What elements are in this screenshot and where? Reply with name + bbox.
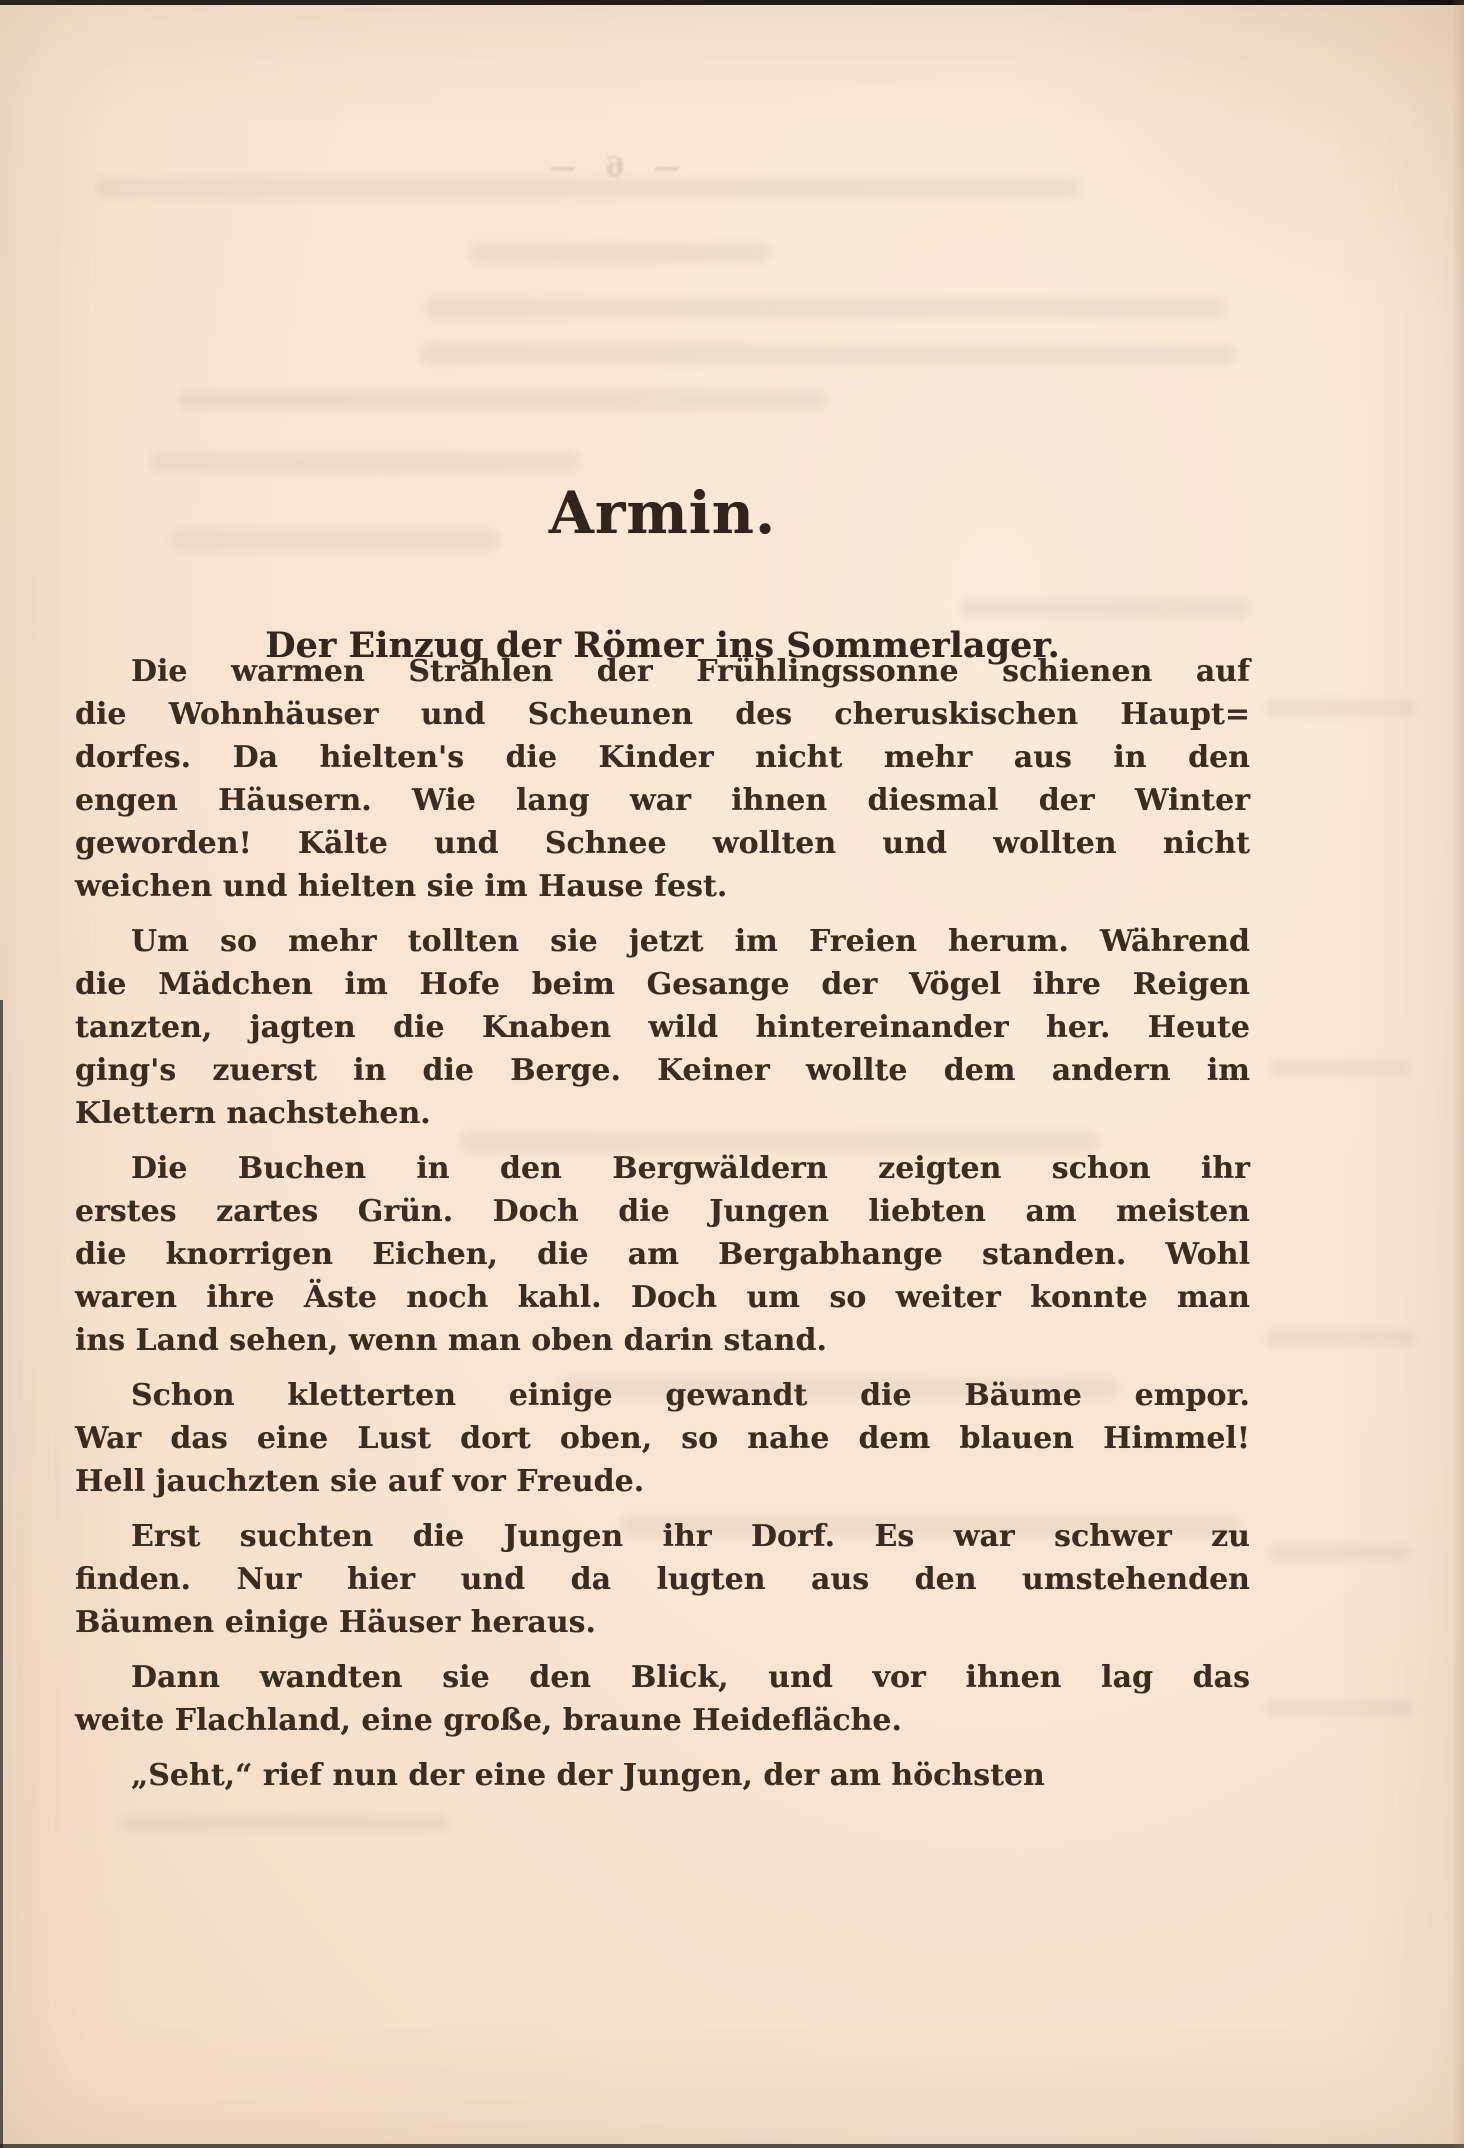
text-line: „Seht,“ rief nun der eine der Jungen, der am höchsten: [131, 1758, 1045, 1793]
bleedthrough-smudge: [425, 298, 1225, 318]
paper-stain: [1004, 0, 1464, 320]
page-number-bleedthrough: — 6 —: [539, 152, 681, 183]
text-line: tanzten, jagten die Knaben wild hintereinander her. Heute: [75, 1010, 1250, 1045]
body-text: [75, 650, 1250, 1809]
scan-edge-top: [0, 0, 1464, 5]
text-line: weichen und hielten sie im Hause fest.: [75, 869, 728, 904]
bleedthrough-smudge: [1265, 1330, 1415, 1346]
text-line: die Mädchen im Hofe beim Gesange der Vögel ihre Reigen: [75, 967, 1250, 1002]
text-line: weite Flachland, eine große, braune Heidefläche.: [75, 1703, 902, 1738]
bleedthrough-smudge: [1270, 1545, 1410, 1561]
text-line: dorfes. Da hielten's die Kinder nicht mehr aus in den: [75, 740, 1250, 775]
bleedthrough-smudge: [960, 598, 1250, 618]
bleedthrough-smudge: [1265, 1700, 1415, 1716]
paragraph: [75, 650, 1250, 908]
scan-edge-bottom: [0, 2144, 1464, 2148]
section-title: Der Einzug der Römer ins Sommerlager.: [265, 625, 1060, 667]
paragraph: [75, 1147, 1250, 1362]
text-line: Die Buchen in den Bergwäldern zeigten schon ihr: [131, 1151, 1250, 1186]
paragraph: [75, 1374, 1250, 1503]
chapter-title: Armin.: [548, 478, 777, 547]
paragraph: [75, 1754, 1250, 1797]
paragraph: [75, 1515, 1250, 1644]
bleedthrough-smudge: [1265, 700, 1415, 716]
text-line: Dann wandten sie den Blick, und vor ihnen lag das: [131, 1660, 1250, 1695]
text-line: ins Land sehen, wenn man oben darin stand.: [75, 1323, 827, 1358]
text-line: Die warmen Strahlen der Frühlingssonne schienen auf: [131, 654, 1250, 689]
text-line: engen Häusern. Wie lang war ihnen diesmal der Winter: [75, 783, 1250, 818]
bleedthrough-smudge: [150, 452, 580, 472]
bleedthrough-smudge: [420, 344, 1235, 364]
text-line: Schon kletterten einige gewandt die Bäume empor.: [131, 1378, 1250, 1413]
paragraph: [75, 1656, 1250, 1742]
text-line: Hell jauchzten sie auf vor Freude.: [75, 1464, 645, 1499]
scan-edge-right: [1452, 0, 1464, 2148]
text-line: geworden! Kälte und Schnee wollten und wollten nicht: [75, 826, 1250, 861]
bleedthrough-smudge: [120, 1815, 450, 1831]
text-line: Bäumen einige Häuser heraus.: [75, 1605, 597, 1640]
paragraph: [75, 920, 1250, 1135]
text-line: War das eine Lust dort oben, so nahe dem blauen Himmel!: [75, 1421, 1250, 1456]
bleedthrough-smudge: [1270, 1060, 1410, 1076]
text-line: Um so mehr tollten sie jetzt im Freien herum. Während: [131, 924, 1250, 959]
text-line: Klettern nachstehen.: [75, 1096, 431, 1131]
bleedthrough-smudge: [470, 243, 770, 263]
text-line: erstes zartes Grün. Doch die Jungen liebten am meisten: [75, 1194, 1250, 1229]
text-line: die knorrigen Eichen, die am Bergabhange standen. Wohl: [75, 1237, 1250, 1272]
text-line: die Wohnhäuser und Scheunen des cheruskischen Haupt=: [75, 697, 1250, 732]
text-line: waren ihre Äste noch kahl. Doch um so weiter konnte man: [75, 1280, 1250, 1315]
scan-edge-left: [0, 1000, 3, 2148]
bleedthrough-smudge: [178, 390, 828, 410]
text-line: Erst suchten die Jungen ihr Dorf. Es war schwer zu: [131, 1519, 1250, 1554]
text-line: finden. Nur hier und da lugten aus den umstehenden: [75, 1562, 1250, 1597]
text-line: ging's zuerst in die Berge. Keiner wollte dem andern im: [75, 1053, 1250, 1088]
